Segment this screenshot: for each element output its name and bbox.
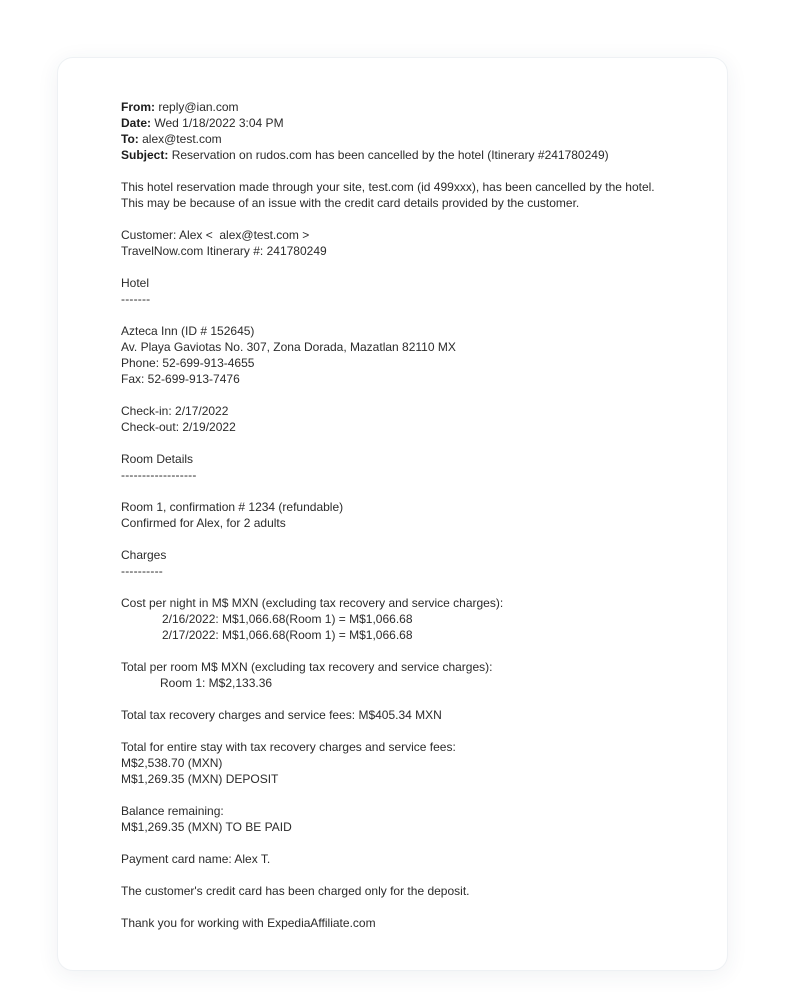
thanks-line: Thank you for working with ExpediaAffiliate.com (121, 916, 376, 930)
deposit-line: M$1,269.35 (MXN) DEPOSIT (121, 772, 279, 786)
from-value: reply@ian.com (158, 100, 239, 114)
room-confirmed-for: Confirmed for Alex, for 2 adults (121, 516, 286, 530)
intro-line-2: This may be because of an issue with the credit card details provided by the customer. (121, 196, 580, 210)
checkout-line: Check-out: 2/19/2022 (121, 420, 236, 434)
balance-value: M$1,269.35 (MXN) TO BE PAID (121, 820, 292, 834)
per-night-label: Cost per night in M$ MXN (excluding tax recovery and service charges): (121, 596, 504, 610)
room-heading: Room Details (121, 452, 194, 466)
email-body (121, 99, 711, 931)
hotel-address: Av. Playa Gaviotas No. 307, Zona Dorada, Mazatlan 82110 MX (121, 340, 456, 354)
date-value: Wed 1/18/2022 3:04 PM (154, 116, 284, 130)
entire-stay-label: Total for entire stay with tax recovery charges and service fees: (121, 740, 456, 754)
subject-value: Reservation on rudos.com has been cancelled by the hotel (Itinerary #241780249) (171, 148, 609, 162)
intro-line-1: This hotel reservation made through your site, test.com (id 499xxx), has been cancelled by the hotel. (121, 180, 655, 194)
charges-separator: ---------- (121, 564, 163, 578)
charges-heading: Charges (121, 548, 167, 562)
room-confirmation: Room 1, confirmation # 1234 (refundable) (121, 500, 344, 514)
room-separator: ------------------ (121, 468, 197, 482)
hotel-name: Azteca Inn (ID # 152645) (121, 324, 255, 338)
hotel-separator: ------- (121, 292, 151, 306)
date-row (121, 115, 711, 131)
from-row (121, 99, 711, 115)
room-1-total: Room 1: M$2,133.36 (160, 676, 273, 690)
balance-label: Balance remaining: (121, 804, 224, 818)
payment-card-line: Payment card name: Alex T. (121, 852, 271, 866)
to-label: To: (121, 132, 139, 146)
hotel-fax: Fax: 52-699-913-7476 (121, 372, 240, 386)
subject-label: Subject: (121, 148, 169, 162)
from-label: From: (121, 100, 155, 114)
deposit-note: The customer's credit card has been charged only for the deposit. (121, 884, 470, 898)
checkin-line: Check-in: 2/17/2022 (121, 404, 229, 418)
hotel-heading: Hotel (121, 276, 150, 290)
subject-row (121, 147, 711, 163)
date-label: Date: (121, 116, 152, 130)
tax-line: Total tax recovery charges and service fees: M$405.34 MXN (121, 708, 442, 722)
hotel-phone: Phone: 52-699-913-4655 (121, 356, 255, 370)
itinerary-line: TravelNow.com Itinerary #: 241780249 (121, 244, 327, 258)
to-row (121, 131, 711, 147)
email-card (57, 57, 728, 971)
to-value: alex@test.com (142, 132, 222, 146)
night-1-line: 2/16/2022: M$1,066.68(Room 1) = M$1,066.68 (162, 612, 413, 626)
entire-stay-total: M$2,538.70 (MXN) (121, 756, 223, 770)
customer-line: Customer: Alex < alex@test.com > (121, 228, 310, 242)
per-room-label: Total per room M$ MXN (excluding tax recovery and service charges): (121, 660, 493, 674)
night-2-line: 2/17/2022: M$1,066.68(Room 1) = M$1,066.68 (162, 628, 413, 642)
